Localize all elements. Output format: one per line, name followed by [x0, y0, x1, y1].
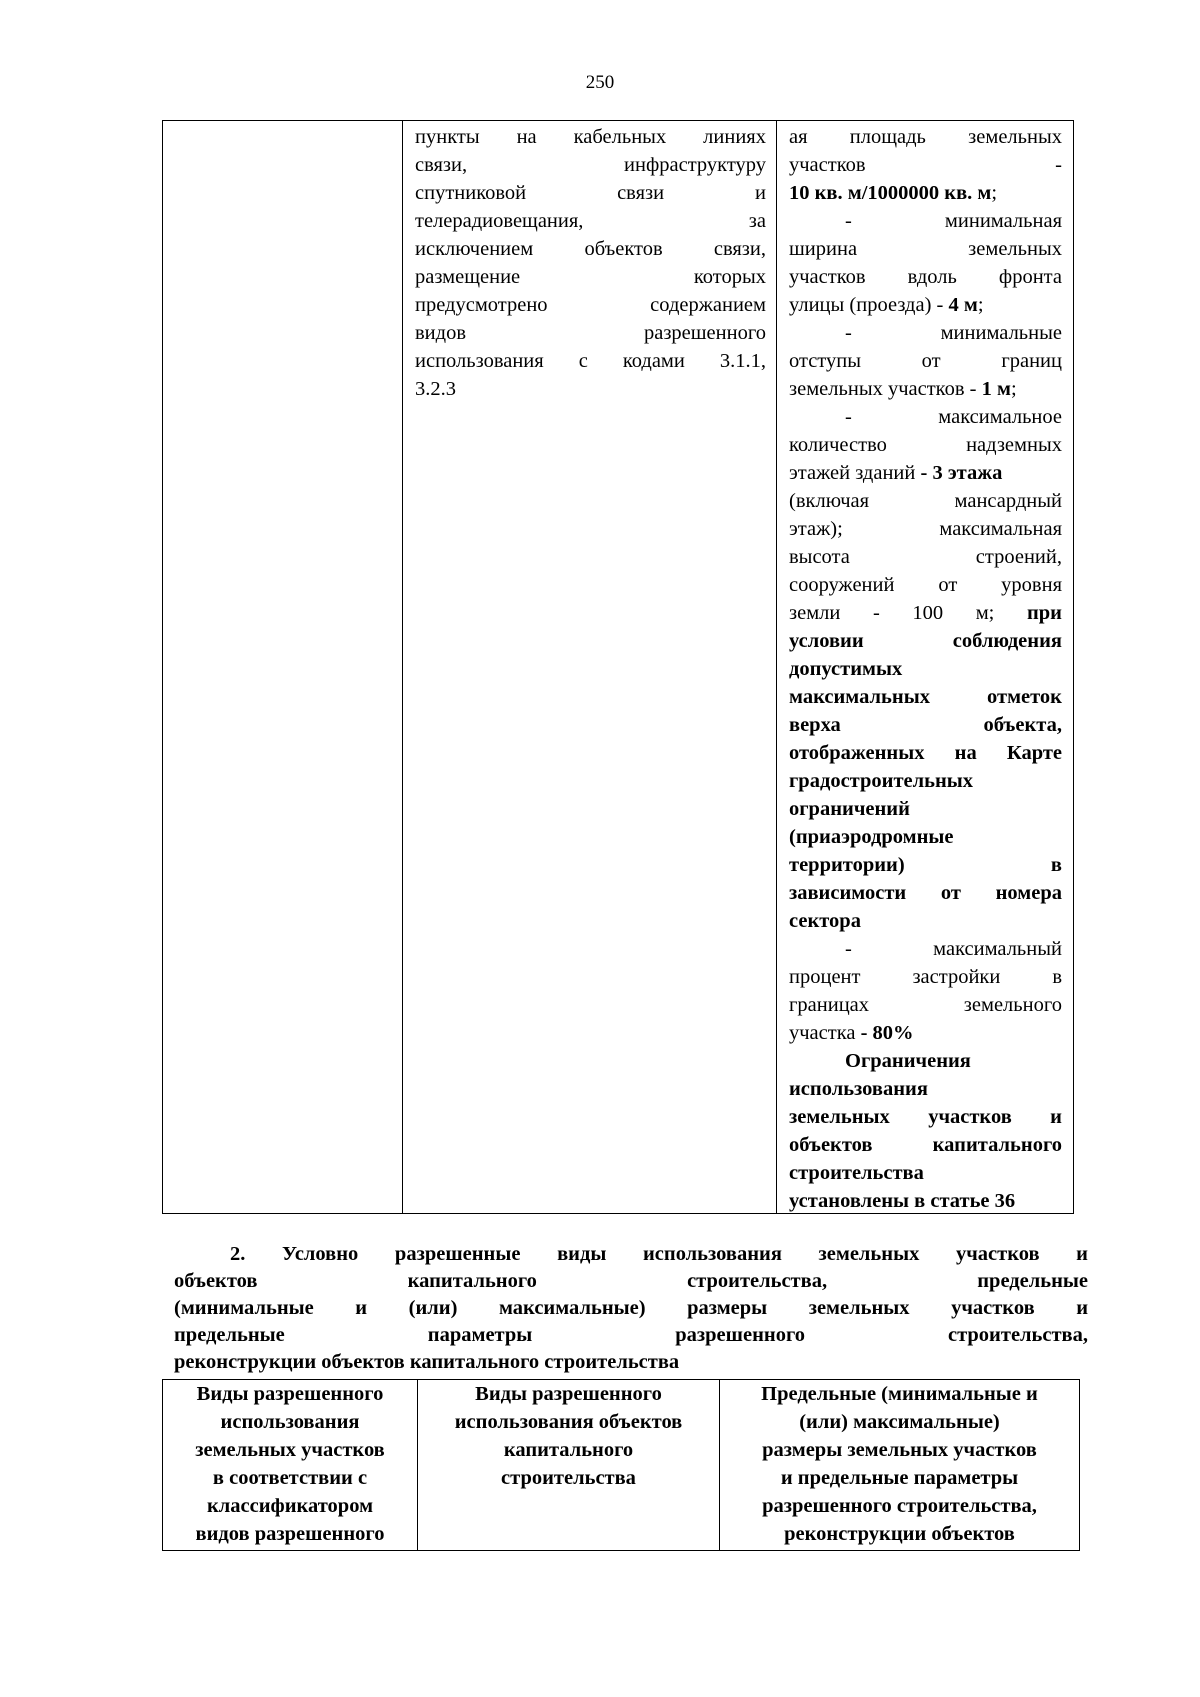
text-line: видов разрешенного: [415, 322, 766, 344]
heading-line: 2. Условно разрешенные виды использования земельных участков и: [230, 1243, 1088, 1265]
building-coverage-value: - 80%: [860, 1022, 914, 1044]
restrictions-heading: Ограничения: [845, 1050, 971, 1072]
text-line: размещение которых: [415, 266, 766, 288]
text-line: максимальных отметок: [789, 686, 1062, 708]
column-header-limit-parameters: Предельные (минимальные и (или) максимальные) размеры земельных участков и предельные параметры разрешенного строительства, реконструкции объектов: [761, 1383, 1038, 1545]
text-line: 10 кв. м/1000000 кв. м;: [789, 182, 998, 204]
heading-line: объектов капитального строительства, предельные: [174, 1270, 1088, 1292]
setback-value: 1 м: [981, 378, 1011, 400]
text-line: земли - 100 м; при: [789, 602, 1062, 624]
text-line: исключением объектов связи,: [415, 238, 766, 260]
text-line: условии соблюдения: [789, 630, 1062, 652]
text-line: допустимых: [789, 658, 903, 680]
column-header-capital-construction-use: Виды разрешенного использования объектов капитального строительства: [418, 1380, 720, 1550]
text-line: процент застройки в: [789, 966, 1062, 988]
area-limit-value: 10 кв. м/1000000 кв. м: [789, 182, 992, 204]
text-line: земельных участков - 1 м;: [789, 378, 1017, 400]
text-line: улицы (проезда) - 4 м;: [789, 294, 984, 316]
text-line: установлены в статье 36: [789, 1190, 1016, 1212]
text-line: этажей зданий - 3 этажа: [789, 462, 1003, 484]
table-cell-capital-construction-use: [403, 121, 777, 1213]
heading-line: предельные параметры разрешенного строительства,: [174, 1324, 1088, 1346]
text-line: высота строений,: [789, 546, 1062, 568]
text-line: участков вдоль фронта: [789, 266, 1062, 288]
conditional-use-table-header: [162, 1379, 1080, 1551]
text-line: ая площадь земельных: [789, 126, 1062, 148]
text-line: ширина земельных: [789, 238, 1062, 260]
text-line: участков -: [789, 154, 1062, 176]
text-line: границах земельного: [789, 994, 1062, 1016]
land-use-table-continuation: [162, 120, 1074, 1214]
text-line: строительства: [789, 1162, 924, 1184]
text-line: зависимости от номера: [789, 882, 1062, 904]
floors-value: - 3 этажа: [920, 462, 1003, 484]
text-line: объектов капитального: [789, 1134, 1062, 1156]
table-cell-limit-parameters: [777, 121, 1073, 1213]
text-line: - минимальная: [845, 210, 1062, 232]
text-line: отступы от границ: [789, 350, 1062, 372]
text-line: - минимальные: [845, 322, 1062, 344]
table-cell-land-use-type: [163, 121, 403, 1213]
text-line: верха объекта,: [789, 714, 1062, 736]
text-line: ограничений: [789, 798, 910, 820]
frontage-width-value: 4 м: [948, 294, 978, 316]
text-line: территории) в: [789, 854, 1062, 876]
text-line: телерадиовещания, за: [415, 210, 766, 232]
text-line: использования: [789, 1078, 928, 1100]
text-line: этаж); максимальная: [789, 518, 1062, 540]
text-line: - максимальное: [845, 406, 1062, 428]
text-line: предусмотрено содержанием: [415, 294, 766, 316]
heading-line: реконструкции объектов капитального строительства: [174, 1351, 680, 1373]
text-line: пункты на кабельных линиях: [415, 126, 766, 148]
text-line: градостроительных: [789, 770, 974, 792]
column-header-land-use-types: Виды разрешенного использования земельных участков в соответствии с классификатором видов разрешенного: [163, 1380, 418, 1550]
text-line: количество надземных: [789, 434, 1062, 456]
text-line: участка - 80%: [789, 1022, 914, 1044]
heading-line: (минимальные и (или) максимальные) размеры земельных участков и: [174, 1297, 1088, 1319]
text-line: земельных участков и: [789, 1106, 1062, 1128]
section-heading: [174, 1241, 1088, 1376]
text-line: отображенных на Карте: [789, 742, 1062, 764]
text-line: спутниковой связи и: [415, 182, 766, 204]
text-line: связи, инфраструктуру: [415, 154, 766, 176]
text-line: использования с кодами 3.1.1,: [415, 350, 766, 372]
page-number: 250: [585, 72, 615, 93]
text-line: сооружений от уровня: [789, 574, 1062, 596]
text-line: 3.2.3: [415, 378, 456, 400]
text-line: сектора: [789, 910, 861, 932]
text-line: (приаэродромные: [789, 826, 954, 848]
text-line: - максимальный: [845, 938, 1062, 960]
text-line: (включая мансардный: [789, 490, 1062, 512]
